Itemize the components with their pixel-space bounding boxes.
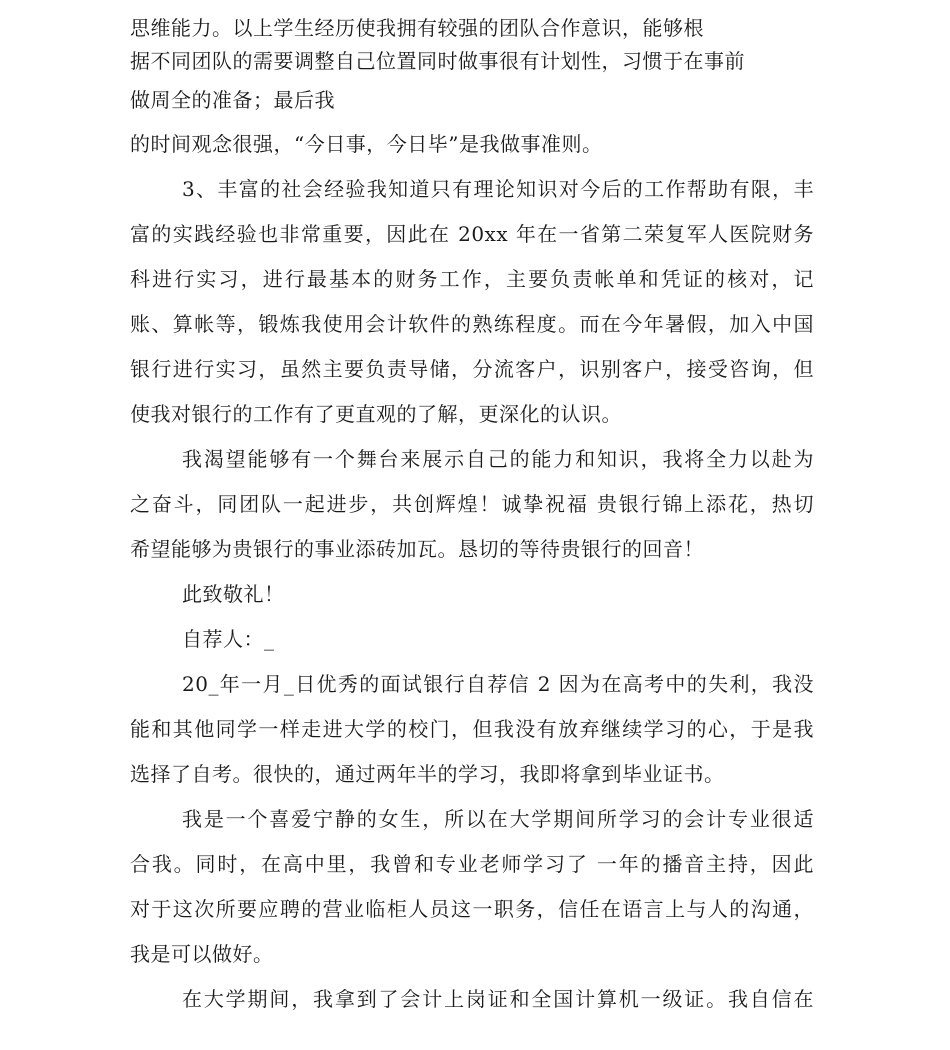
text-line: 之奋斗，同团队一起进步，共创辉煌！诚挚祝福 贵银行锦上添花，热切 <box>130 492 814 516</box>
text-line: 科进行实习，进行最基本的财务工作，主要负责帐单和凭证的核对，记 <box>130 267 814 291</box>
text-line: 20_年一月_日优秀的面试银行自荐信 2 因为在高考中的失利，我没 <box>182 672 814 696</box>
closing-salutation: 此致敬礼！ <box>182 582 285 606</box>
text-line: 我是可以做好。 <box>130 942 274 966</box>
text-line: 银行进行实习，虽然主要负责导储，分流客户，识别客户，接受咨询，但 <box>130 357 814 381</box>
text-line: 的时间观念很强，“今日事，今日毕”是我做事准则。 <box>130 132 603 156</box>
text-line: 使我对银行的工作有了更直观的了解，更深化的认识。 <box>130 402 622 426</box>
text-line: 做周全的准备；最后我 <box>130 88 335 112</box>
text-line: 在大学期间，我拿到了会计上岗证和全国计算机一级证。我自信在 <box>182 987 814 1011</box>
text-line: 我渴望能够有一个舞台来展示自己的能力和知识，我将全力以赴为 <box>182 447 814 471</box>
text-line: 3、丰富的社会经验我知道只有理论知识对今后的工作帮助有限，丰 <box>182 177 814 201</box>
text-line: 思维能力。以上学生经历使我拥有较强的团队合作意识，能够根 <box>130 16 704 40</box>
text-line: 合我。同时，在高中里，我曾和专业老师学习了 一年的播音主持，因此 <box>130 852 814 876</box>
text-line: 希望能够为贵银行的事业添砖加瓦。恳切的等待贵银行的回音！ <box>130 537 704 561</box>
text-line: 账、算帐等，锻炼我使用会计软件的熟练程度。而在今年暑假，加入中国 <box>130 312 814 336</box>
text-line: 能和其他同学一样走进大学的校门，但我没有放弃继续学习的心，于是我 <box>130 717 814 741</box>
signature-line: 自荐人：_ <box>182 627 275 651</box>
text-line: 对于这次所要应聘的营业临柜人员这一职务，信任在语言上与人的沟通， <box>130 897 814 921</box>
text-line: 据不同团队的需要调整自己位置同时做事很有计划性，习惯于在事前 <box>130 49 745 73</box>
text-line: 我是一个喜爱宁静的女生，所以在大学期间所学习的会计专业很适 <box>182 807 814 831</box>
text-line: 选择了自考。很快的，通过两年半的学习，我即将拿到毕业证书。 <box>130 762 725 786</box>
text-line: 富的实践经验也非常重要，因此在 20xx 年在一省第二荣复军人医院财务 <box>130 222 814 246</box>
